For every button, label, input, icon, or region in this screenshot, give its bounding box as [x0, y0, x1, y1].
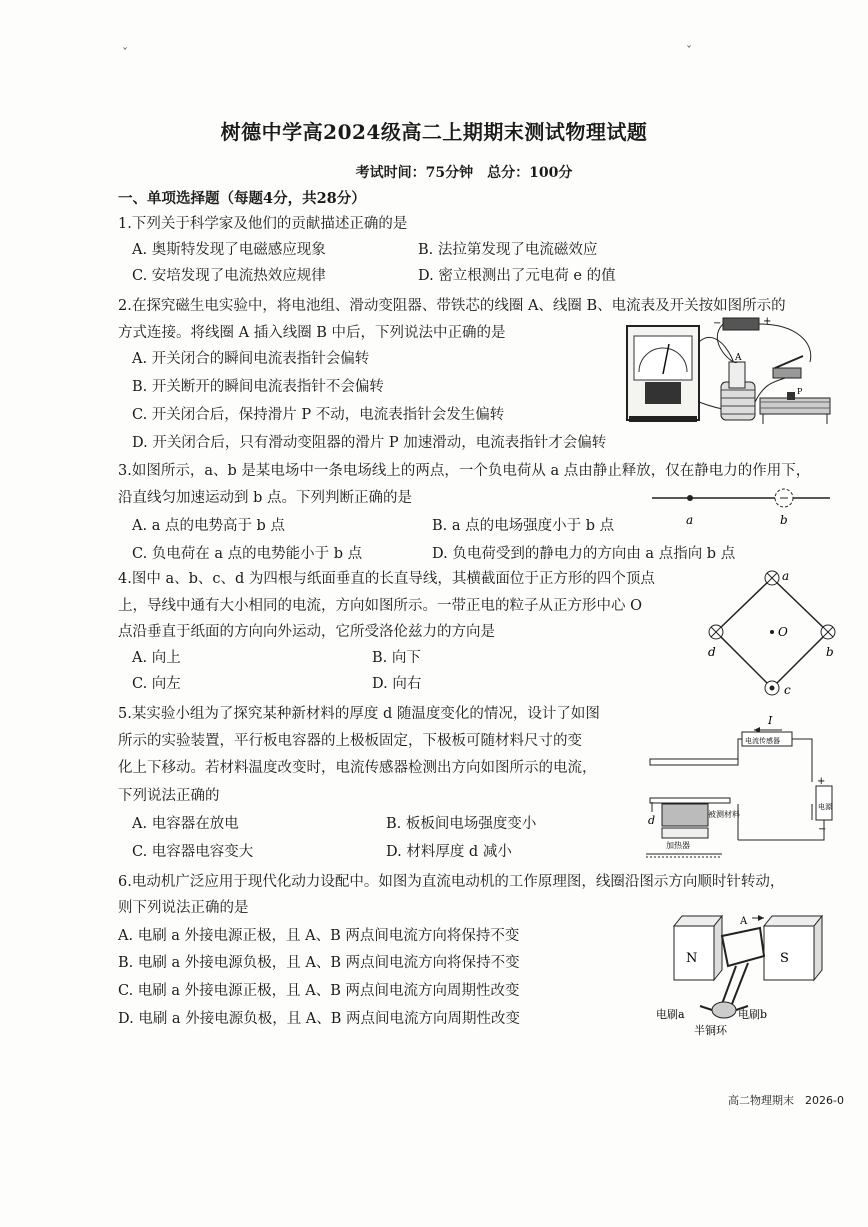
q2-fig-label-a: A: [735, 353, 742, 363]
q6-stem-2: 则下列说法正确的是: [118, 900, 249, 916]
q5-fig-current: I: [768, 714, 773, 727]
exam-title: 树德中学高2024级高二上期期末测试物理试题: [220, 120, 648, 144]
q2-option-c: C. 开关闭合后，保持滑片 P 不动，电流表指针会发生偏转: [132, 407, 505, 423]
q6-fig-s: S: [780, 951, 789, 966]
q6-option-c: C. 电刷 a 外接电源正极，且 A、B 两点间电流方向周期性改变: [118, 983, 520, 999]
q5-fig-heater: 加热器: [666, 841, 690, 850]
q4-option-b: B. 向下: [372, 650, 421, 666]
q3-fig-point-a: a: [686, 513, 694, 527]
q2-option-a: A. 开关闭合的瞬间电流表指针会偏转: [132, 351, 370, 367]
q5-figure: [642, 712, 842, 860]
q1-option-a: A. 奥斯特发现了电磁感应现象: [132, 242, 326, 258]
q5-option-a: A. 电容器在放电: [132, 816, 239, 832]
q4-option-d: D. 向右: [372, 676, 422, 692]
q5-option-d: D. 材料厚度 d 减小: [386, 844, 512, 860]
q5-stem-2: 所示的实验装置，平行板电容器的上极板固定，下极板可随材料尺寸的变: [118, 733, 582, 749]
q2-stem-1: 2.在探究磁生电实验中，将电池组、滑动变阻器、带铁芯的线圈 A、线圈 B、电流表及开关按如图所示的: [118, 298, 786, 314]
q6-option-d: D. 电刷 a 外接电源负极，且 A、B 两点间电流方向周期性改变: [118, 1011, 521, 1027]
q4-fig-a: a: [782, 569, 790, 583]
q4-fig-c: c: [784, 683, 791, 697]
q2-stem-2: 方式连接。将线圈 A 插入线圈 B 中后，下列说法中正确的是: [118, 325, 506, 341]
q1-option-c: C. 安培发现了电流热效应规律: [132, 268, 326, 284]
q1-stem: 1.下列关于科学家及他们的贡献描述正确的是: [118, 216, 408, 232]
q1-option-d: D. 密立根测出了元电荷 e 的值: [418, 268, 616, 284]
q4-fig-o: O: [778, 625, 788, 639]
q3-stem-2: 沿直线匀加速运动到 b 点。下列判断正确的是: [118, 490, 412, 506]
q6-fig-ring: 半铜环: [694, 1024, 727, 1037]
q3-option-d: D. 负电荷受到的静电力的方向由 a 点指向 b 点: [432, 546, 736, 562]
q6-option-b: B. 电刷 a 外接电源负极，且 A、B 两点间电流方向将保持不变: [118, 955, 520, 971]
q4-option-c: C. 向左: [132, 676, 181, 692]
q1-option-b: B. 法拉第发现了电流磁效应: [418, 242, 598, 258]
q3-option-b: B. a 点的电场强度小于 b 点: [432, 518, 615, 534]
q2-fig-label-p: P: [797, 387, 803, 396]
q4-stem-1: 4.图中 a、b、c、d 为四根与纸面垂直的长直导线，其横截面位于正方形的四个顶点: [118, 571, 655, 587]
q5-fig-minus: −: [818, 824, 827, 835]
q5-stem-4: 下列说法正确的: [118, 788, 220, 804]
q5-fig-plus: +: [817, 776, 826, 787]
q2-option-b: B. 开关断开的瞬间电流表指针不会偏转: [132, 379, 384, 395]
q5-fig-source: 电源: [818, 803, 832, 811]
page-footer: 高二物理期末 2026-0: [728, 1094, 844, 1107]
q5-stem-3: 化上下移动。若材料温度改变时，电流传感器检测出方向如图所示的电流，: [118, 760, 597, 776]
q4-stem-2: 上，导线中通有大小相同的电流，方向如图所示。一带正电的粒子从正方形中心 O: [118, 598, 642, 614]
q6-fig-brush-b: 电刷b: [738, 1008, 768, 1021]
q4-figure: [700, 566, 850, 706]
q3-option-a: A. a 点的电势高于 b 点: [132, 518, 285, 534]
section-heading: 一、单项选择题（每题4分，共28分）: [118, 190, 366, 207]
q4-fig-d: d: [708, 645, 716, 659]
scan-mark-left: ˇ: [122, 46, 128, 60]
q6-fig-a-point: A: [740, 916, 748, 927]
exam-info: 考试时间：75分钟 总分：100分: [355, 165, 573, 181]
q2-option-d: D. 开关闭合后，只有滑动变阻器的滑片 P 加速滑动，电流表指针才会偏转: [132, 435, 607, 451]
q5-option-b: B. 板板间电场强度变小: [386, 816, 537, 832]
q5-option-c: C. 电容器电容变大: [132, 844, 254, 860]
q3-stem-1: 3.如图所示，a、b 是某电场中一条电场线上的两点，一个负电荷从 a 点由静止释放，仅在静电力的作用下，: [118, 463, 811, 479]
q6-figure: [652, 906, 842, 1044]
q6-fig-brush-a: 电刷a: [656, 1008, 685, 1021]
q5-stem-1: 5.某实验小组为了探究某种新材料的厚度 d 随温度变化的情况，设计了如图: [118, 706, 600, 722]
q6-option-a: A. 电刷 a 外接电源正极，且 A、B 两点间电流方向将保持不变: [118, 928, 520, 944]
q5-fig-sensor: 电流传感器: [745, 737, 780, 745]
q5-fig-d: d: [648, 814, 656, 827]
svg-text:−: −: [713, 318, 722, 329]
scan-mark-right: ˇ: [686, 44, 692, 58]
svg-text:+: +: [763, 316, 772, 327]
q6-fig-n: N: [686, 951, 698, 966]
q6-stem-1: 6.电动机广泛应用于现代化动力设配中。如图为直流电动机的工作原理图，线圈沿图示方向顺时针转动，: [118, 874, 785, 890]
q4-option-a: A. 向上: [132, 650, 181, 666]
q3-figure: [650, 484, 835, 528]
q4-fig-b: b: [826, 645, 834, 659]
q3-fig-point-b: b: [780, 513, 788, 527]
q2-figure: [625, 312, 840, 437]
q5-fig-material: 被测材料: [708, 810, 740, 819]
q4-stem-3: 点沿垂直于纸面的方向向外运动，它所受洛伦兹力的方向是: [118, 624, 495, 640]
q3-option-c: C. 负电荷在 a 点的电势能小于 b 点: [132, 546, 363, 562]
